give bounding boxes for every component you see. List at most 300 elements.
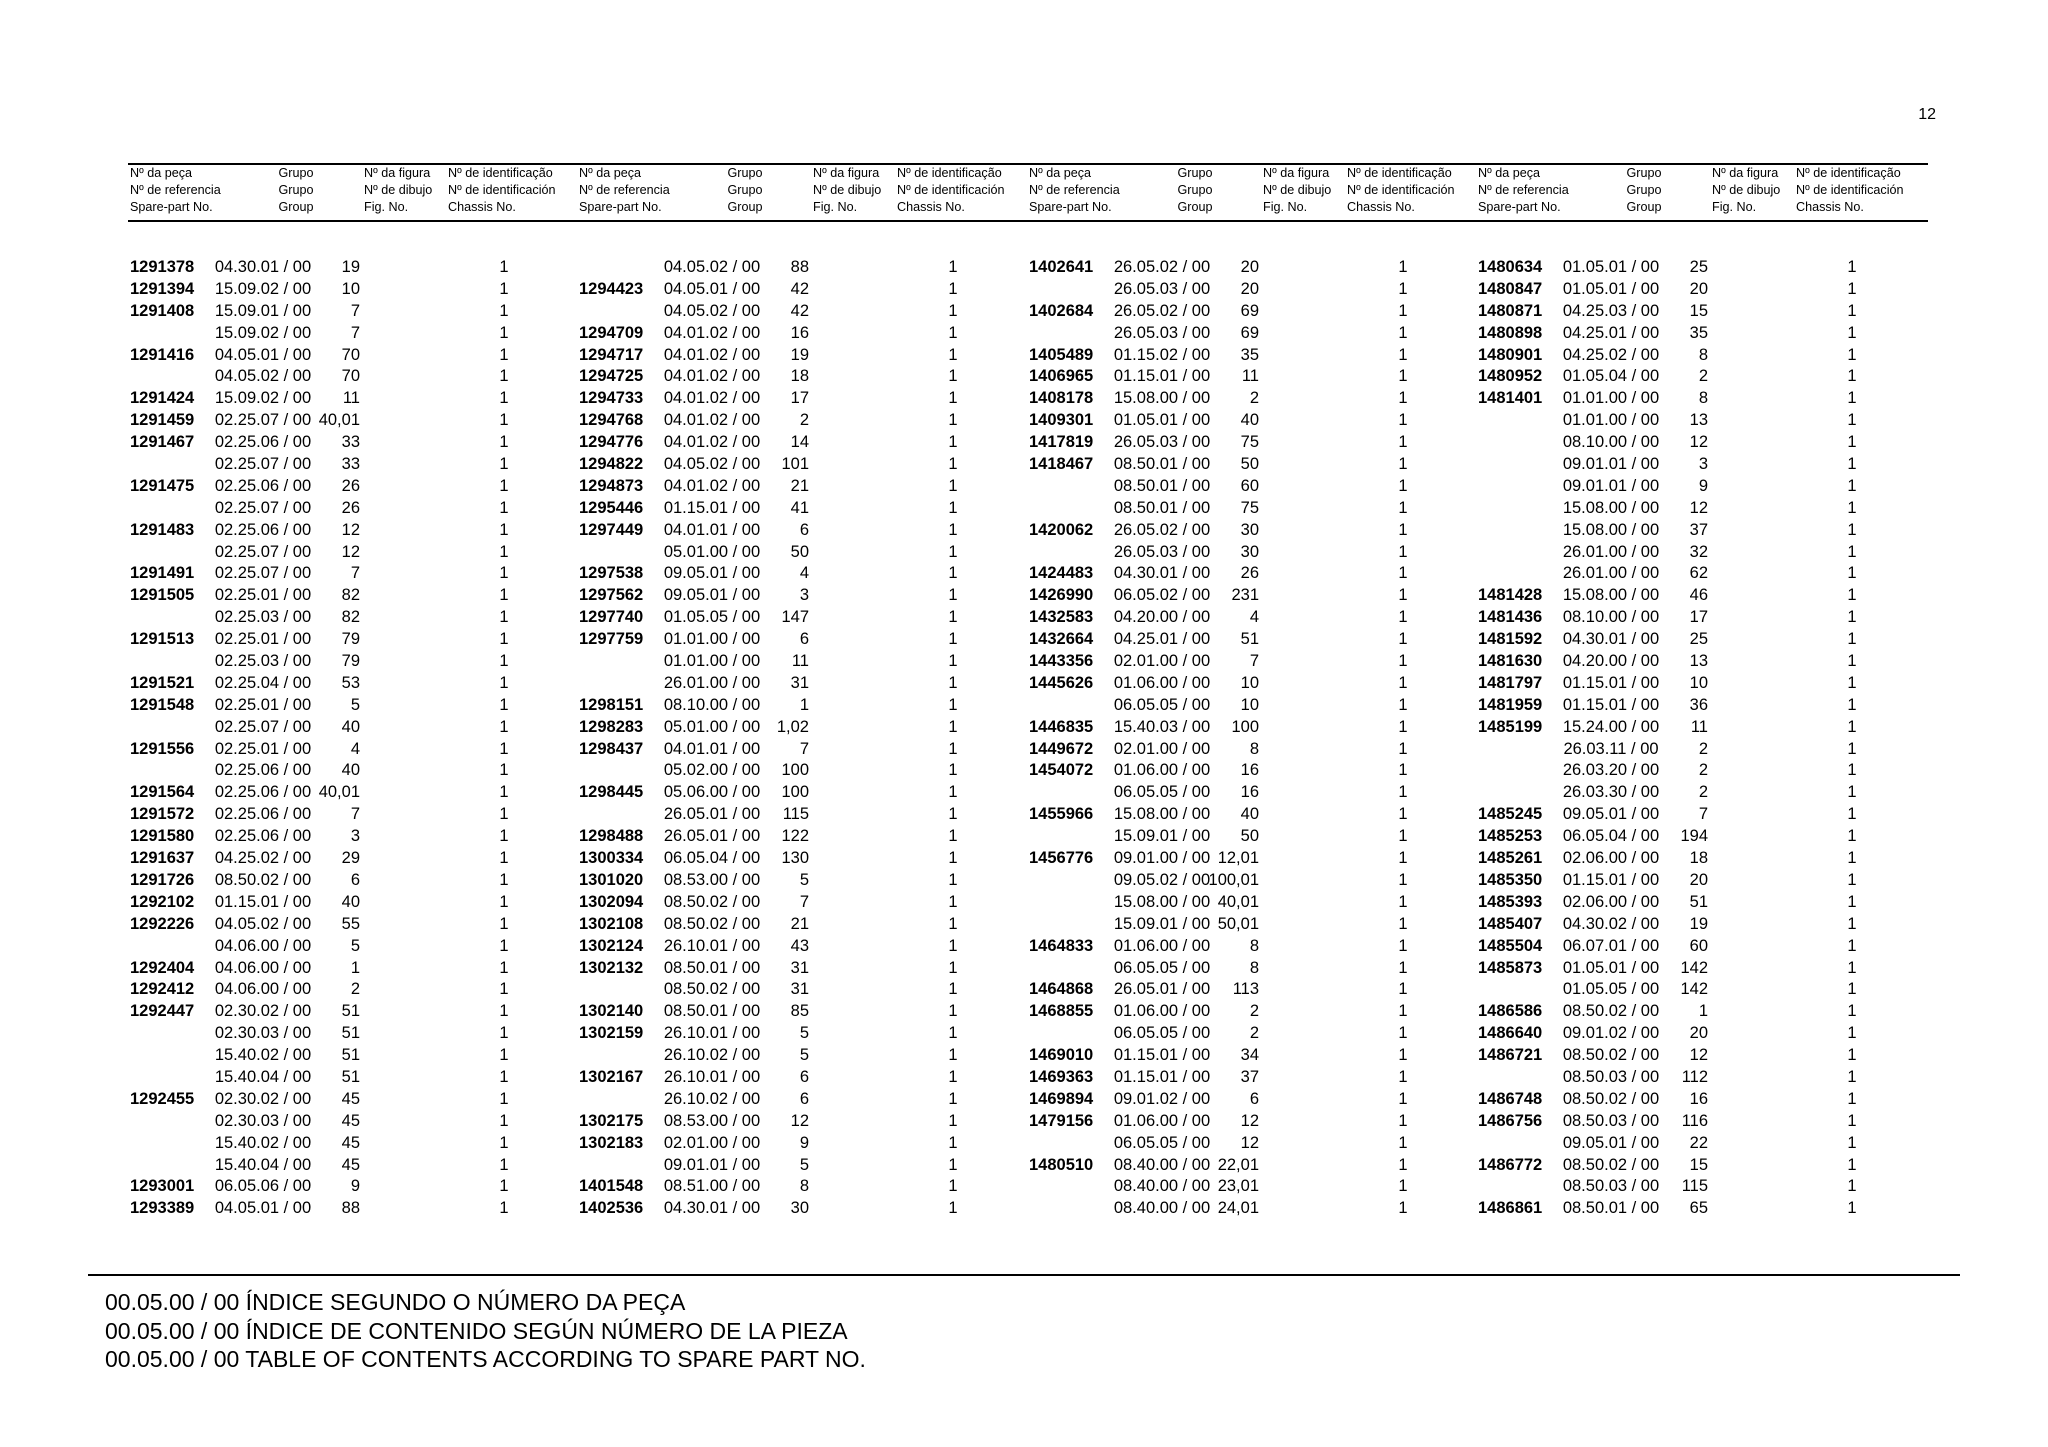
fig-number: 40,01 xyxy=(318,411,360,430)
part-number: 1424483 xyxy=(1029,564,1094,583)
fig-number: 42 xyxy=(790,301,809,320)
group: 15.40.02 / 00 xyxy=(214,1046,312,1065)
table-row xyxy=(1027,782,1475,804)
group: 08.50.01 / 00 xyxy=(1113,476,1211,495)
fig-number: 21 xyxy=(790,914,809,933)
group: 06.05.05 / 00 xyxy=(1113,1024,1211,1043)
chassis-number: 1 xyxy=(948,455,958,474)
fig-number: 24,01 xyxy=(1217,1199,1259,1218)
fig-number: 1,02 xyxy=(776,717,809,736)
part-number: 1469010 xyxy=(1029,1046,1094,1065)
header-chassis-1 xyxy=(448,165,556,216)
fig-number: 19 xyxy=(1689,914,1708,933)
part-number: 1426990 xyxy=(1029,586,1094,605)
group: 04.05.02 / 00 xyxy=(663,455,761,474)
group: 26.05.03 / 00 xyxy=(1113,542,1211,561)
part-number: 1302140 xyxy=(579,1002,644,1021)
table-row xyxy=(1027,1089,1475,1111)
part-number: 1486748 xyxy=(1478,1089,1543,1108)
fig-number: 115 xyxy=(1681,1177,1708,1196)
part-number: 1481592 xyxy=(1478,630,1543,649)
part-number: 1480898 xyxy=(1478,323,1543,342)
table-row xyxy=(128,739,576,761)
table-row xyxy=(577,1111,1025,1133)
chassis-number: 1 xyxy=(1847,870,1857,889)
fig-number: 16 xyxy=(1689,1089,1708,1108)
table-row xyxy=(577,1045,1025,1067)
header-fig-line: Nº de dibujo xyxy=(813,183,882,197)
fig-number: 40 xyxy=(341,717,360,736)
part-number: 1409301 xyxy=(1029,411,1094,430)
table-row xyxy=(1027,542,1475,564)
chassis-number: 1 xyxy=(499,1089,509,1108)
group: 04.06.00 / 00 xyxy=(214,980,312,999)
chassis-number: 1 xyxy=(1847,520,1857,539)
group: 08.10.00 / 00 xyxy=(1562,433,1660,452)
fig-number: 3 xyxy=(1698,455,1708,474)
table-row xyxy=(1027,498,1475,520)
chassis-number: 1 xyxy=(948,936,958,955)
group: 06.05.05 / 00 xyxy=(1113,783,1211,802)
fig-number: 75 xyxy=(1240,433,1259,452)
part-number: 1417819 xyxy=(1029,433,1094,452)
chassis-number: 1 xyxy=(1398,564,1408,583)
table-row xyxy=(1027,366,1475,388)
group: 02.30.03 / 00 xyxy=(214,1024,312,1043)
fig-number: 18 xyxy=(1689,849,1708,868)
part-number: 1445626 xyxy=(1029,673,1094,692)
table-row xyxy=(577,892,1025,914)
chassis-number: 1 xyxy=(1847,345,1857,364)
group: 08.40.00 / 00 xyxy=(1113,1155,1211,1174)
group: 05.06.00 / 00 xyxy=(663,783,761,802)
chassis-number: 1 xyxy=(948,914,958,933)
group: 02.25.03 / 00 xyxy=(214,608,312,627)
chassis-number: 1 xyxy=(1847,323,1857,342)
header-fig-line: Fig. No. xyxy=(1712,200,1757,214)
group: 26.10.01 / 00 xyxy=(663,1067,761,1086)
chassis-number: 1 xyxy=(948,805,958,824)
table-row xyxy=(128,892,576,914)
part-number: 1420062 xyxy=(1029,520,1094,539)
group: 26.05.01 / 00 xyxy=(1113,980,1211,999)
part-number: 1297562 xyxy=(579,586,644,605)
part-number: 1294776 xyxy=(579,433,644,452)
group: 26.05.02 / 00 xyxy=(1113,520,1211,539)
part-number: 1291505 xyxy=(130,586,195,605)
chassis-number: 1 xyxy=(499,301,509,320)
group: 15.08.00 / 00 xyxy=(1113,892,1211,911)
fig-number: 26 xyxy=(1240,564,1259,583)
group: 02.06.00 / 00 xyxy=(1562,892,1660,911)
table-row xyxy=(1027,345,1475,367)
group: 01.15.01 / 00 xyxy=(1113,1067,1211,1086)
table-row xyxy=(1027,520,1475,542)
chassis-number: 1 xyxy=(1398,1024,1408,1043)
header-part-line: Spare-part No. xyxy=(1029,200,1112,214)
table-row xyxy=(577,498,1025,520)
group: 06.05.04 / 00 xyxy=(663,849,761,868)
table-row xyxy=(577,651,1025,673)
table-row xyxy=(1027,979,1475,1001)
group: 04.01.02 / 00 xyxy=(663,389,761,408)
part-number: 1432583 xyxy=(1029,608,1094,627)
fig-number: 16 xyxy=(1240,783,1259,802)
part-number: 1446835 xyxy=(1029,717,1094,736)
group: 04.01.01 / 00 xyxy=(663,520,761,539)
part-number: 1291580 xyxy=(130,827,195,846)
fig-number: 10 xyxy=(1240,695,1259,714)
chassis-number: 1 xyxy=(1398,586,1408,605)
chassis-number: 1 xyxy=(1398,345,1408,364)
chassis-number: 1 xyxy=(1847,827,1857,846)
fig-number: 9 xyxy=(350,1177,360,1196)
chassis-number: 1 xyxy=(948,542,958,561)
fig-number: 79 xyxy=(341,630,360,649)
fig-number: 16 xyxy=(790,323,809,342)
fig-number: 26 xyxy=(341,476,360,495)
fig-number: 2 xyxy=(1249,1002,1259,1021)
chassis-number: 1 xyxy=(1398,936,1408,955)
chassis-number: 1 xyxy=(499,761,509,780)
group: 26.05.03 / 00 xyxy=(1113,323,1211,342)
fig-number: 20 xyxy=(1240,279,1259,298)
group: 08.50.01 / 00 xyxy=(1113,455,1211,474)
group: 15.24.00 / 00 xyxy=(1562,717,1660,736)
fig-number: 40 xyxy=(341,761,360,780)
chassis-number: 1 xyxy=(948,1046,958,1065)
fig-number: 101 xyxy=(781,455,809,474)
group: 01.05.05 / 00 xyxy=(1562,980,1660,999)
group: 02.06.00 / 00 xyxy=(1562,849,1660,868)
fig-number: 13 xyxy=(1689,411,1708,430)
group: 15.08.00 / 00 xyxy=(1562,586,1660,605)
part-number: 1293389 xyxy=(130,1199,195,1218)
part-number: 1302167 xyxy=(579,1067,644,1086)
header-part-line: Spare-part No. xyxy=(130,200,213,214)
fig-number: 12 xyxy=(1240,1133,1259,1152)
header-chassis-line: Nº de identificación xyxy=(448,183,556,197)
chassis-number: 1 xyxy=(948,958,958,977)
chassis-number: 1 xyxy=(1847,1199,1857,1218)
chassis-number: 1 xyxy=(948,1002,958,1021)
header-chassis-4 xyxy=(1796,165,1904,216)
part-number: 1485407 xyxy=(1478,914,1543,933)
table-row xyxy=(1027,892,1475,914)
group: 26.05.02 / 00 xyxy=(1113,258,1211,276)
table-row xyxy=(128,607,576,629)
group: 02.25.06 / 00 xyxy=(214,761,312,780)
group: 04.30.02 / 00 xyxy=(1562,914,1660,933)
header-group-line: Group xyxy=(727,200,763,214)
chassis-number: 1 xyxy=(499,389,509,408)
chassis-number: 1 xyxy=(948,630,958,649)
chassis-number: 1 xyxy=(1398,1199,1408,1218)
header-chassis-line: Chassis No. xyxy=(897,200,965,214)
table-row xyxy=(1476,585,1924,607)
chassis-number: 1 xyxy=(1398,892,1408,911)
group: 01.05.01 / 00 xyxy=(1562,279,1660,298)
table-row xyxy=(128,1198,576,1220)
table-row xyxy=(1027,673,1475,695)
group: 08.40.00 / 00 xyxy=(1113,1177,1211,1196)
group: 01.05.05 / 00 xyxy=(663,608,761,627)
header-fig-4 xyxy=(1712,165,1780,216)
chassis-number: 1 xyxy=(1847,498,1857,517)
table-row xyxy=(577,257,1025,279)
table-row xyxy=(1476,1023,1924,1045)
table-row xyxy=(1476,279,1924,301)
fig-number: 55 xyxy=(341,914,360,933)
header-group-1 xyxy=(262,165,330,216)
chassis-number: 1 xyxy=(1398,279,1408,298)
group: 02.25.06 / 00 xyxy=(214,433,312,452)
header-fig-line: Nº de dibujo xyxy=(1263,183,1332,197)
part-number: 1454072 xyxy=(1029,761,1094,780)
chassis-number: 1 xyxy=(948,608,958,627)
fig-number: 2 xyxy=(1698,739,1708,758)
part-number: 1405489 xyxy=(1029,345,1094,364)
fig-number: 100,01 xyxy=(1208,870,1259,889)
chassis-number: 1 xyxy=(1398,301,1408,320)
table-row xyxy=(1476,257,1924,279)
chassis-number: 1 xyxy=(1847,586,1857,605)
table-row xyxy=(128,1045,576,1067)
fig-number: 14 xyxy=(790,433,809,452)
table-row xyxy=(1027,323,1475,345)
part-number: 1485350 xyxy=(1478,870,1543,889)
fig-number: 7 xyxy=(799,892,809,911)
chassis-number: 1 xyxy=(1398,608,1408,627)
part-number: 1469894 xyxy=(1029,1089,1094,1108)
part-number: 1291521 xyxy=(130,673,195,692)
chassis-number: 1 xyxy=(1398,476,1408,495)
fig-number: 8 xyxy=(799,1177,809,1196)
chassis-number: 1 xyxy=(1847,761,1857,780)
part-number: 1469363 xyxy=(1029,1067,1094,1086)
part-number: 1481959 xyxy=(1478,695,1543,714)
fig-number: 23,01 xyxy=(1217,1177,1259,1196)
group: 01.01.00 / 00 xyxy=(663,652,761,671)
table-row xyxy=(1027,301,1475,323)
table-row xyxy=(128,1176,576,1198)
table-row xyxy=(577,979,1025,1001)
fig-number: 31 xyxy=(790,958,809,977)
table-row xyxy=(1027,1111,1475,1133)
group: 02.25.01 / 00 xyxy=(214,739,312,758)
part-number: 1402536 xyxy=(579,1199,644,1218)
fig-number: 5 xyxy=(350,936,360,955)
part-number: 1297449 xyxy=(579,520,644,539)
group: 04.05.02 / 00 xyxy=(214,367,312,386)
fig-number: 45 xyxy=(341,1133,360,1152)
table-row xyxy=(1027,1067,1475,1089)
table-row xyxy=(577,563,1025,585)
fig-number: 7 xyxy=(350,323,360,342)
group: 01.15.01 / 00 xyxy=(1562,695,1660,714)
table-row xyxy=(128,848,576,870)
table-row xyxy=(1476,651,1924,673)
part-number: 1291416 xyxy=(130,345,195,364)
group: 01.05.01 / 00 xyxy=(1562,958,1660,977)
table-row xyxy=(1476,410,1924,432)
part-number: 1485873 xyxy=(1478,958,1543,977)
fig-number: 147 xyxy=(781,608,809,627)
fig-number: 11 xyxy=(1241,367,1259,386)
fig-number: 25 xyxy=(1689,258,1708,276)
part-number: 1298151 xyxy=(579,695,644,714)
chassis-number: 1 xyxy=(1398,1111,1408,1130)
part-number: 1481428 xyxy=(1478,586,1543,605)
table-row xyxy=(1476,1045,1924,1067)
header-chassis-line: Chassis No. xyxy=(1796,200,1864,214)
fig-number: 42 xyxy=(790,279,809,298)
header-chassis-2 xyxy=(897,165,1005,216)
table-row xyxy=(128,673,576,695)
fig-number: 7 xyxy=(799,739,809,758)
fig-number: 10 xyxy=(1689,673,1708,692)
group: 02.01.00 / 00 xyxy=(1113,652,1211,671)
group: 02.30.02 / 00 xyxy=(214,1002,312,1021)
fig-number: 60 xyxy=(1240,476,1259,495)
fig-number: 33 xyxy=(341,455,360,474)
part-number: 1291424 xyxy=(130,389,195,408)
table-row xyxy=(1027,476,1475,498)
chassis-number: 1 xyxy=(1398,783,1408,802)
fig-number: 29 xyxy=(341,849,360,868)
chassis-number: 1 xyxy=(1398,695,1408,714)
group: 05.02.00 / 00 xyxy=(663,761,761,780)
chassis-number: 1 xyxy=(1398,498,1408,517)
table-row xyxy=(128,1023,576,1045)
chassis-number: 1 xyxy=(948,1089,958,1108)
part-number: 1480871 xyxy=(1478,301,1543,320)
fig-number: 2 xyxy=(1698,367,1708,386)
fig-number: 100 xyxy=(781,783,809,802)
table-row xyxy=(128,629,576,651)
header-part-line: Spare-part No. xyxy=(1478,200,1561,214)
table-row xyxy=(1027,279,1475,301)
part-number: 1298437 xyxy=(579,739,644,758)
chassis-number: 1 xyxy=(1398,323,1408,342)
chassis-number: 1 xyxy=(499,1067,509,1086)
group: 15.40.02 / 00 xyxy=(214,1133,312,1152)
group: 04.30.01 / 00 xyxy=(1562,630,1660,649)
part-number: 1481436 xyxy=(1478,608,1543,627)
table-row xyxy=(577,388,1025,410)
chassis-number: 1 xyxy=(1847,849,1857,868)
chassis-number: 1 xyxy=(499,1024,509,1043)
header-bottom-rule xyxy=(128,220,1928,222)
part-number: 1292102 xyxy=(130,892,195,911)
chassis-number: 1 xyxy=(1398,849,1408,868)
footer-title xyxy=(105,1288,866,1374)
chassis-number: 1 xyxy=(1398,258,1408,276)
table-row xyxy=(1476,804,1924,826)
part-number: 1297538 xyxy=(579,564,644,583)
chassis-number: 1 xyxy=(948,1111,958,1130)
group: 26.03.20 / 00 xyxy=(1562,761,1660,780)
chassis-number: 1 xyxy=(1847,630,1857,649)
fig-number: 2 xyxy=(1698,761,1708,780)
fig-number: 32 xyxy=(1689,542,1708,561)
chassis-number: 1 xyxy=(1398,433,1408,452)
table-row xyxy=(128,1155,576,1177)
fig-number: 4 xyxy=(350,739,360,758)
fig-number: 142 xyxy=(1680,980,1708,999)
group: 02.25.07 / 00 xyxy=(214,564,312,583)
fig-number: 45 xyxy=(341,1111,360,1130)
chassis-number: 1 xyxy=(948,564,958,583)
header-part-line: Nº de referencia xyxy=(1478,183,1569,197)
fig-number: 100 xyxy=(781,761,809,780)
table-row xyxy=(128,1089,576,1111)
table-row xyxy=(1476,782,1924,804)
page-number: 12 xyxy=(1918,106,1936,123)
table-row xyxy=(1476,301,1924,323)
part-number: 1292404 xyxy=(130,958,195,977)
header-chassis-line: Nº de identificação xyxy=(1796,166,1901,180)
footer-title-es: 00.05.00 / 00 ÍNDICE DE CONTENIDO SEGÚN NÚMERO DE LA PIEZA xyxy=(105,1317,848,1344)
group: 04.01.01 / 00 xyxy=(663,739,761,758)
table-row xyxy=(577,607,1025,629)
fig-number: 7 xyxy=(350,805,360,824)
table-row xyxy=(1476,914,1924,936)
header-chassis-line: Chassis No. xyxy=(1347,200,1415,214)
header-chassis-line: Nº de identificação xyxy=(448,166,553,180)
fig-number: 51 xyxy=(341,1046,360,1065)
table-row xyxy=(1027,563,1475,585)
table-row xyxy=(577,914,1025,936)
chassis-number: 1 xyxy=(948,301,958,320)
header-part-line: Nº de referencia xyxy=(579,183,670,197)
fig-number: 43 xyxy=(790,936,809,955)
group: 08.50.02 / 00 xyxy=(1562,1089,1660,1108)
group: 01.15.01 / 00 xyxy=(1113,367,1211,386)
group: 09.05.01 / 00 xyxy=(1562,805,1660,824)
header-group-line: Grupo xyxy=(1177,183,1213,197)
fig-number: 19 xyxy=(341,258,360,276)
fig-number: 69 xyxy=(1240,301,1259,320)
part-number: 1302132 xyxy=(579,958,644,977)
part-number: 1485199 xyxy=(1478,717,1543,736)
table-row xyxy=(1027,760,1475,782)
table-row xyxy=(577,1023,1025,1045)
part-number: 1485253 xyxy=(1478,827,1543,846)
chassis-number: 1 xyxy=(1398,958,1408,977)
group: 15.08.00 / 00 xyxy=(1562,498,1660,517)
group: 01.15.02 / 00 xyxy=(1113,345,1211,364)
group: 15.08.00 / 00 xyxy=(1113,805,1211,824)
chassis-number: 1 xyxy=(1847,564,1857,583)
chassis-number: 1 xyxy=(948,717,958,736)
fig-number: 22,01 xyxy=(1217,1155,1259,1174)
table-row xyxy=(577,782,1025,804)
fig-number: 12 xyxy=(341,520,360,539)
chassis-number: 1 xyxy=(1398,1133,1408,1152)
group: 09.01.01 / 00 xyxy=(1562,476,1660,495)
part-number: 1406965 xyxy=(1029,367,1094,386)
fig-number: 6 xyxy=(799,630,809,649)
group: 04.05.02 / 00 xyxy=(663,258,761,276)
fig-number: 17 xyxy=(790,389,809,408)
chassis-number: 1 xyxy=(948,1199,958,1218)
index-block-1 xyxy=(128,257,576,1227)
group: 15.09.01 / 00 xyxy=(214,301,312,320)
part-number: 1480510 xyxy=(1029,1155,1094,1174)
fig-number: 18 xyxy=(790,367,809,386)
table-row xyxy=(577,476,1025,498)
